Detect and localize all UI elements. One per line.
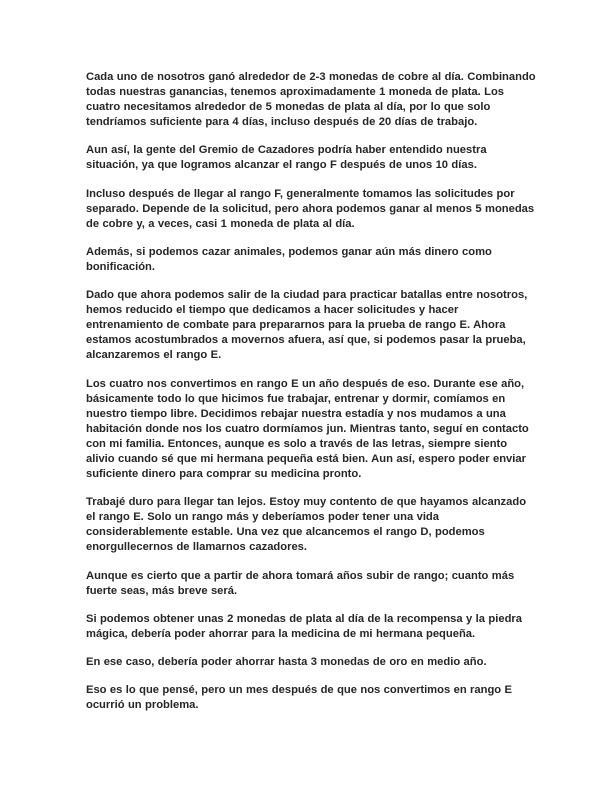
- document-body: [86, 70, 536, 726]
- paragraph-9: Si podemos obtener unas 2 monedas de plata al día de la recompensa y la piedra mágica, debería poder ahorrar para la medicina de mi hermana pequeña.: [86, 612, 522, 640]
- paragraph-7: Trabajé duro para llegar tan lejos. Estoy muy contento de que hayamos alcanzado el rango E. Solo un rango más y deberíamos poder tener una vida considerablemente estable. Una vez que alcancemos el rango D, podemos enorgullecernos de llamarnos cazadores.: [86, 496, 527, 554]
- paragraph-8: Aunque es cierto que a partir de ahora tomará años subir de rango; cuanto más fuerte seas, más breve será.: [86, 569, 515, 597]
- paragraph-11: Eso es lo que pensé, pero un mes después de que nos convertimos en rango E ocurrió un problema.: [86, 684, 513, 712]
- paragraph-1: Cada uno de nosotros ganó alrededor de 2-3 monedas de cobre al día. Combinando todas nuestras ganancias, tenemos aproximadamente 1 moneda de plata. Los cuatro necesitamos alrededor de 5 monedas de plata al día, por lo que solo tendríamos suficiente para 4 días, incluso después de 20 días de trabajo.: [86, 71, 536, 129]
- paragraph-3: Incluso después de llegar al rango F, generalmente tomamos las solicitudes por separado. Depende de la solicitud, pero ahora podemos ganar al menos 5 monedas de cobre y, a veces, casi 1 moneda de plata al día.: [86, 187, 535, 230]
- paragraph-2: Aun así, la gente del Gremio de Cazadores podría haber entendido nuestra situación, ya que logramos alcanzar el rango F después de unos 10 días.: [86, 144, 487, 172]
- paragraph-10: En ese caso, debería poder ahorrar hasta 3 monedas de oro en medio año.: [86, 655, 487, 668]
- paragraph-4: Además, si podemos cazar animales, podemos ganar aún más dinero como bonificación.: [86, 245, 492, 273]
- paragraph-5: Dado que ahora podemos salir de la ciudad para practicar batallas entre nosotros, hemos reducido el tiempo que dedicamos a hacer solicitudes y hacer entrenamiento de combate para prepararnos para la prueba de rango E. Ahora estamos acostumbrados a movernos afuera, así que, si podemos pasar la prueba, alcanzaremos el rango E.: [86, 289, 528, 362]
- paragraph-6: Los cuatro nos convertimos en rango E un año después de eso. Durante ese año, básicamente todo lo que hicimos fue trabajar, entrenar y dormir, comíamos en nuestro tiempo libre. Decidimos rebajar nuestra estadía y nos mudamos a una habitación donde nos los cuatro dormíamos jun. Mientras tanto, seguí en contacto con mi familia. Entonces, aunque es solo a través de las letras, siempre siento alivio cuando sé que mi hermana pequeña está bien. Aun así, espero poder enviar suficiente dinero para comprar su medicina pronto.: [86, 377, 529, 481]
